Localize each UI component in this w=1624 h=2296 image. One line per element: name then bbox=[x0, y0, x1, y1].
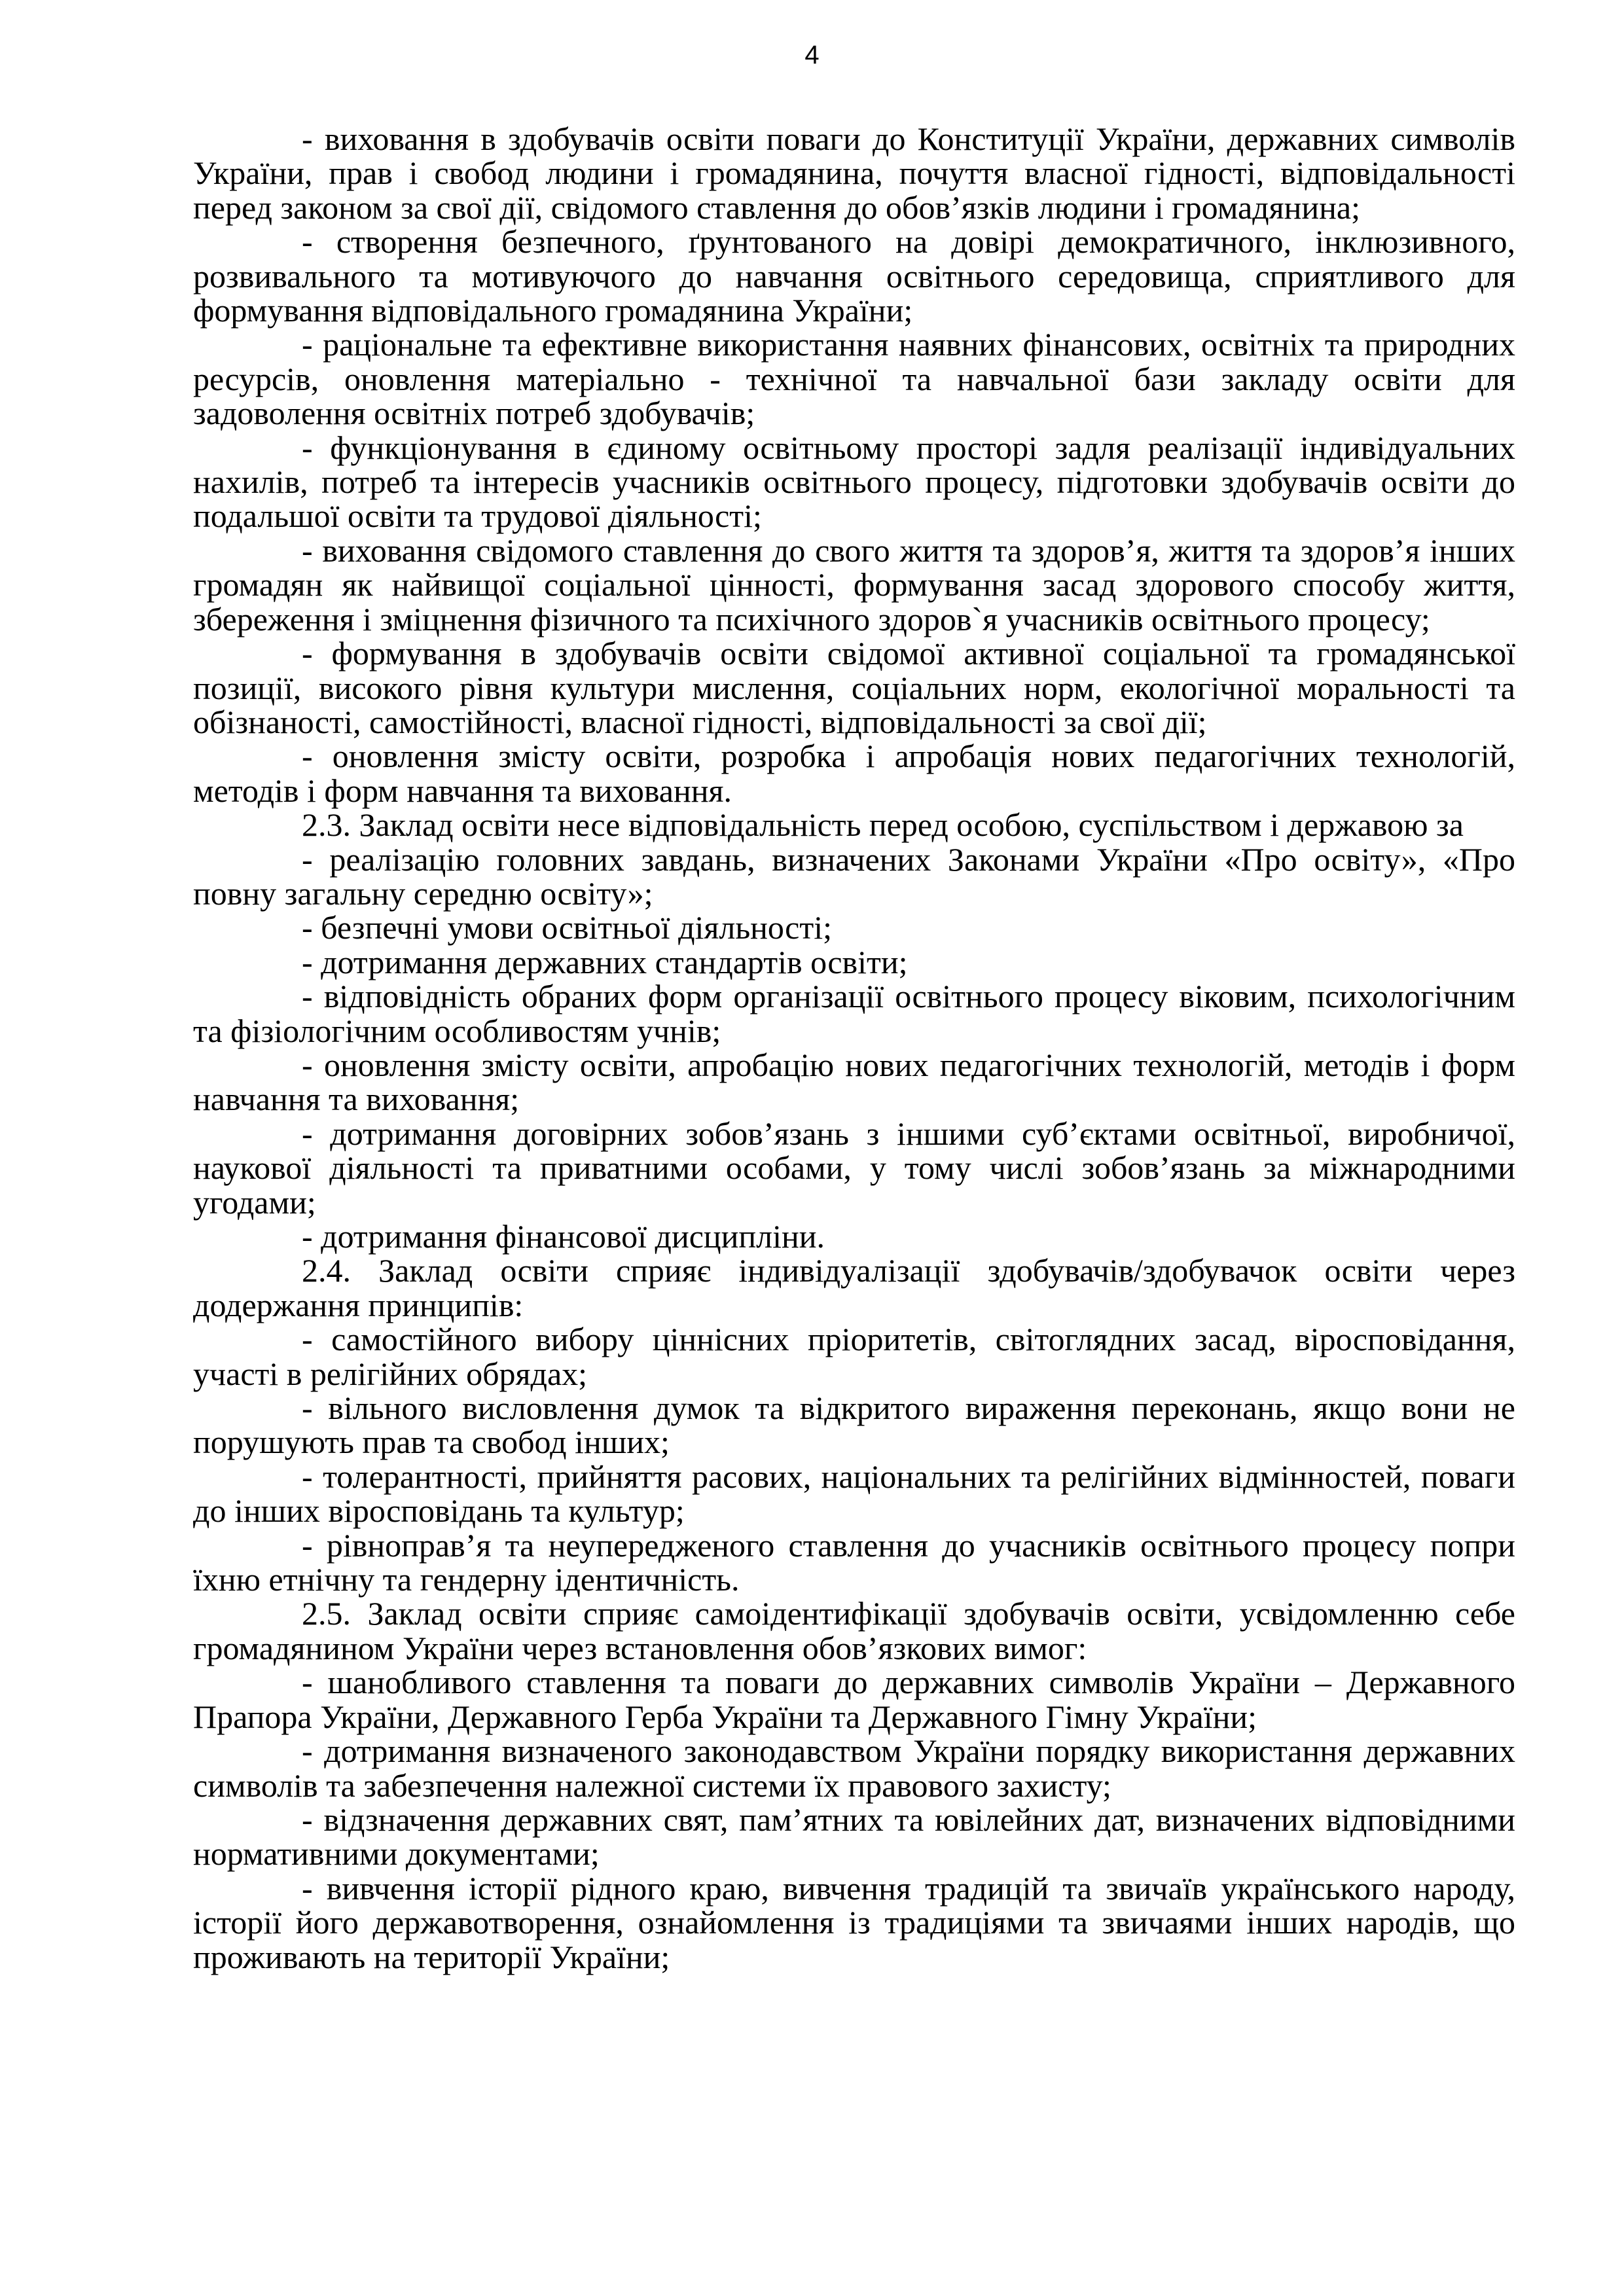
paragraph: - створення безпечного, ґрунтованого на довірі демократичного, інклюзивного, розвивального та мотивуючого до навчання освітнього середовища, сприятливого для формування відповідального громадянина України; bbox=[193, 223, 1515, 329]
paragraph: - самостійного вибору ціннісних пріоритетів, світоглядних засад, віросповідання, участі в релігійних обрядах; bbox=[193, 1321, 1515, 1392]
paragraph: - функціонування в єдиному освітньому просторі задля реалізації індивідуальних нахилів, потреб та інтересів учасників освітнього процесу, підготовки здобувачів освіти до подальшої освіти та трудової діяльності; bbox=[193, 429, 1515, 535]
paragraph: - відзначення державних свят, пам’ятних та ювілейних дат, визначених відповідними нормативними документами; bbox=[193, 1801, 1515, 1873]
paragraph: - толерантності, прийняття расових, національних та релігійних відмінностей, поваги до інших віросповідань та культур; bbox=[193, 1458, 1515, 1530]
paragraph: - дотримання визначеного законодавством України порядку використання державних символів та забезпечення належної системи їх правового захисту; bbox=[193, 1732, 1515, 1804]
paragraph: - вивчення історії рідного краю, вивчення традицій та звичаїв українського народу, історії його державотворення, ознайомлення із традиціями та звичаями інших народів, що проживають на території України; bbox=[193, 1869, 1515, 1975]
paragraph: - відповідність обраних форм організації освітнього процесу віковим, психологічним та фізіологічним особливостям учнів; bbox=[193, 978, 1515, 1049]
paragraph: - рівноправ’я та неупередженого ставлення до учасників освітнього процесу попри їхню етнічну та гендерну ідентичність. bbox=[193, 1526, 1515, 1598]
paragraph: 2.3. Заклад освіти несе відповідальність перед особою, суспільством і державою за bbox=[302, 806, 1464, 844]
paragraph: - формування в здобувачів освіти свідомої активної соціальної та громадянської позиції, високого рівня культури мислення, соціальних норм, екологічної моральності та обізнаності, самостійності, власної гідності, відповідальності за свої дії; bbox=[193, 635, 1515, 740]
paragraph: - дотримання фінансової дисципліни. bbox=[302, 1218, 825, 1255]
paragraph: - виховання в здобувачів освіти поваги до Конституції України, державних символів України, прав і свобод людини і громадянина, почуття власної гідності, відповідальності перед законом за свої дії, свідомого ставлення до обов’язків людини і громадянина; bbox=[193, 120, 1515, 226]
document-body bbox=[193, 122, 1515, 1974]
paragraph: - оновлення змісту освіти, розробка і апробація нових педагогічних технологій, методів і форм навчання та виховання. bbox=[193, 738, 1515, 809]
paragraph: 2.5. Заклад освіти сприяє самоідентифікації здобувачів освіти, усвідомленню себе громадянином України через встановлення обов’язкових вимог: bbox=[193, 1595, 1515, 1666]
paragraph: - оновлення змісту освіти, апробацію нових педагогічних технологій, методів і форм навчання та виховання; bbox=[193, 1046, 1515, 1118]
paragraph: - раціональне та ефективне використання наявних фінансових, освітніх та природних ресурсів, оновлення матеріально - технічної та навчальної бази закладу освіти для задоволення освітніх потреб здобувачів; bbox=[193, 326, 1515, 432]
page-number: 4 bbox=[804, 41, 820, 69]
paragraph: - дотримання договірних зобов’язань з іншими суб’єктами освітньої, виробничої, наукової діяльності та приватними особами, у тому числі зобов’язань за міжнародними угодами; bbox=[193, 1115, 1515, 1221]
paragraph: - безпечні умови освітньої діяльності; bbox=[302, 909, 832, 946]
paragraph: - дотримання державних стандартів освіти; bbox=[302, 943, 908, 980]
paragraph: - виховання свідомого ставлення до свого життя та здоров’я, життя та здоров’я інших громадян як найвищої соціальної цінності, формування засад здорового способу життя, збереження і зміцнення фізичного та психічного здоров`я учасників освітнього процесу; bbox=[193, 531, 1515, 637]
paragraph: - реалізацію головних завдань, визначених Законами України «Про освіту», «Про повну загальну середню освіту»; bbox=[193, 840, 1515, 912]
paragraph: 2.4. Заклад освіти сприяє індивідуалізації здобувачів/здобувачок освіти через додержання принципів: bbox=[193, 1252, 1515, 1323]
paragraph: - шанобливого ставлення та поваги до державних символів України – Державного Прапора України, Державного Герба України та Державного Гімну України; bbox=[193, 1664, 1515, 1735]
paragraph: - вільного висловлення думок та відкритого вираження переконань, якщо вони не порушують прав та свобод інших; bbox=[193, 1390, 1515, 1461]
